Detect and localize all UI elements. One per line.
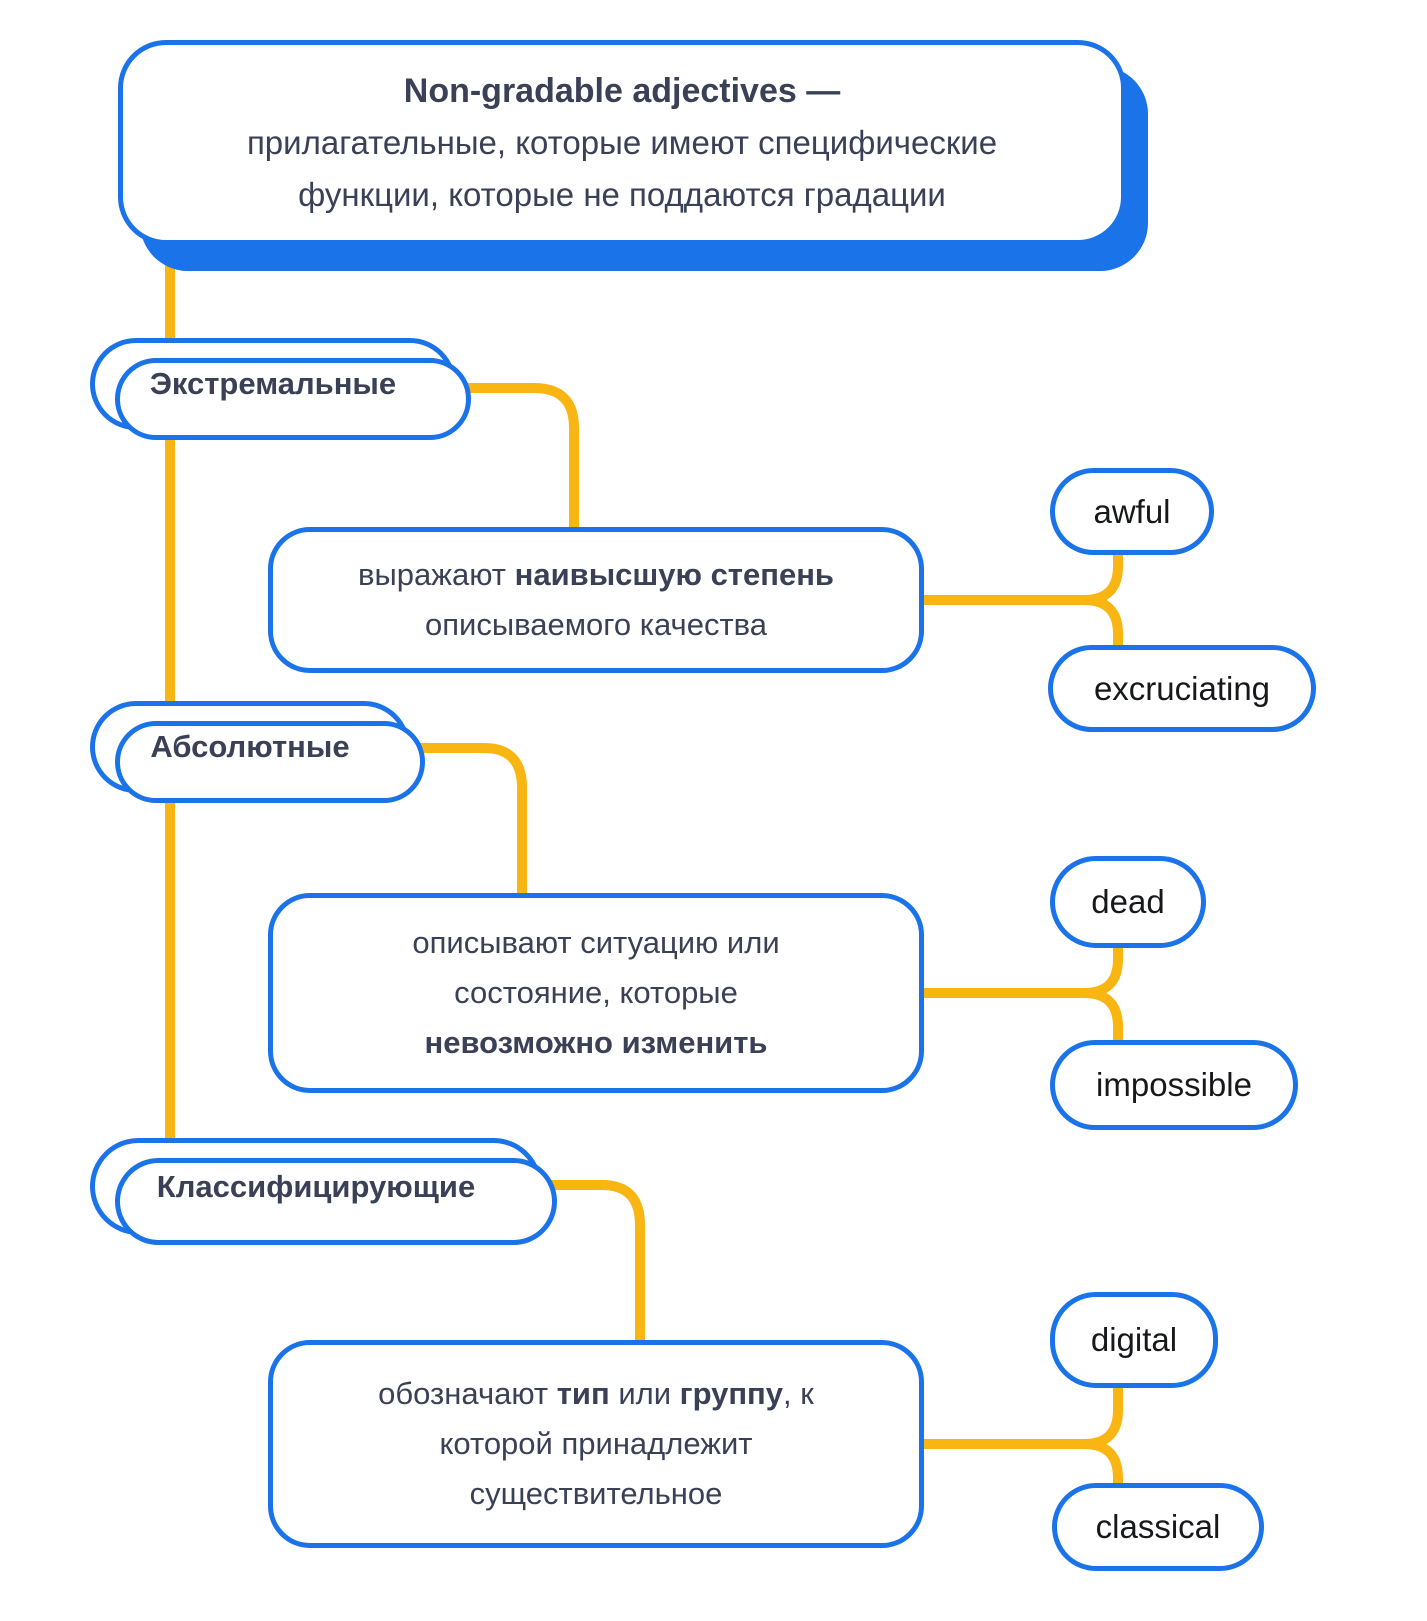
example-pill-impossible (1050, 1040, 1298, 1130)
description-line: невозможно изменить (424, 1025, 768, 1060)
example-pill-excruciating (1048, 645, 1316, 732)
description-line: описывают ситуацию или (412, 925, 780, 960)
example-label: digital (1090, 1321, 1178, 1358)
description-line: обозначают тип или группу, к (378, 1376, 814, 1411)
connector-classifying-to-examples (918, 1384, 1118, 1492)
connector-extreme-to-examples (918, 549, 1118, 650)
description-line: описываемого качества (424, 607, 767, 642)
description-box-absolute (268, 893, 924, 1093)
example-pill-classical (1052, 1483, 1264, 1571)
category-pill-absolute (90, 701, 410, 793)
example-pill-dead (1050, 856, 1206, 948)
description-box-classifying (268, 1340, 924, 1548)
example-label: excruciating (1093, 669, 1271, 707)
category-label-extreme: Экстремальные (149, 366, 397, 401)
category-label-absolute: Абсолютные (150, 729, 350, 764)
connector-absolute-to-examples (918, 944, 1118, 1045)
root-title: Non-gradable adjectives — (403, 71, 841, 110)
example-label: classical (1095, 1508, 1221, 1545)
root-node-box (118, 40, 1126, 245)
description-line: существительное (469, 1476, 723, 1511)
description-box-extreme (268, 527, 924, 673)
example-label: awful (1093, 492, 1171, 530)
category-pill-extreme (90, 338, 456, 430)
example-label: dead (1091, 883, 1165, 920)
root-subtitle-line-2: функции, которые не поддаются градации (298, 175, 946, 213)
description-line: которой принадлежит (439, 1426, 753, 1461)
root-subtitle-line-1: прилагательные, которые имеют специфические (246, 123, 998, 161)
example-pill-digital (1050, 1292, 1218, 1388)
example-pill-awful (1050, 468, 1214, 555)
description-line: выражают наивысшую степень (358, 557, 834, 592)
example-label: impossible (1096, 1066, 1252, 1103)
description-line: состояние, которые (454, 975, 738, 1010)
category-pill-classifying (90, 1138, 542, 1235)
category-label-classifying: Классифицирующие (156, 1168, 476, 1204)
